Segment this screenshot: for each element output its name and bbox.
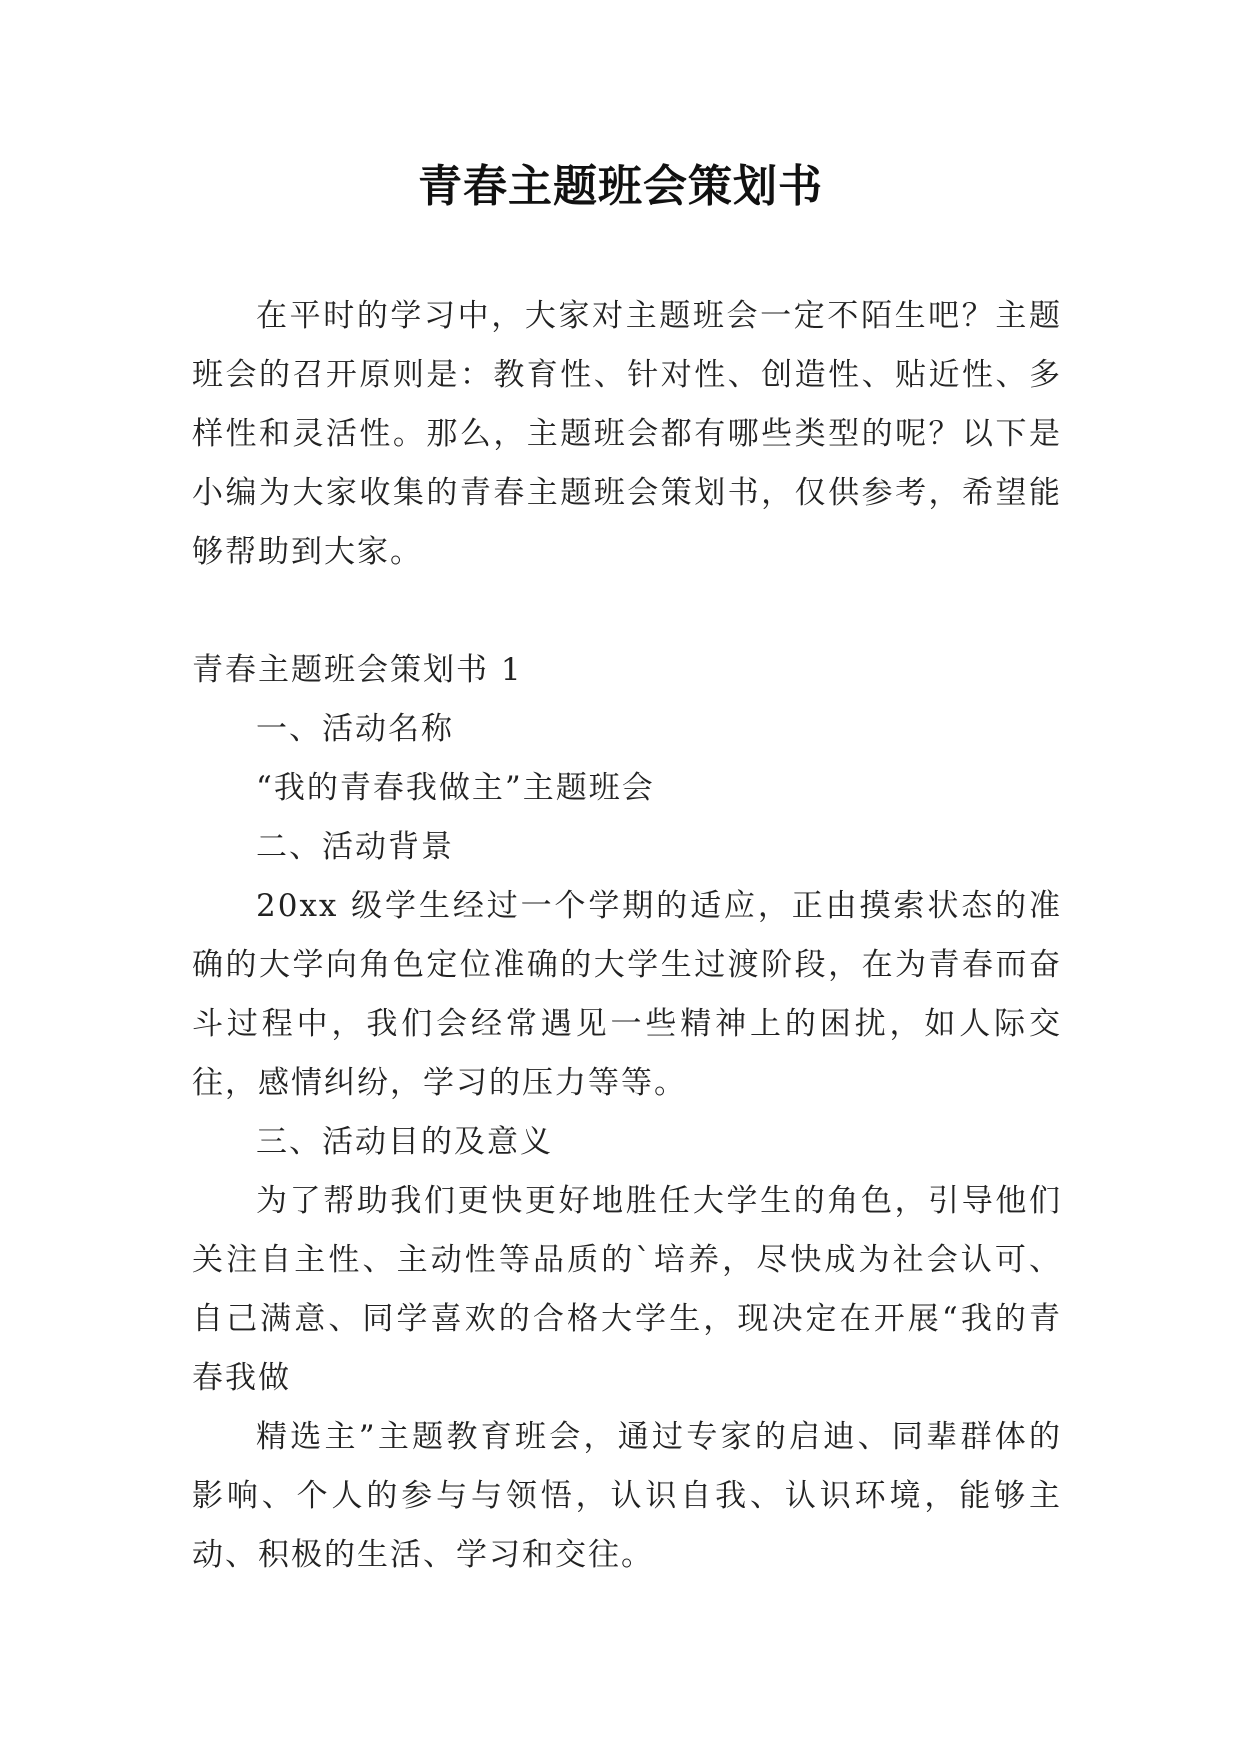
- item-text-4: 精选主”主题教育班会，通过专家的启迪、同辈群体的影响、个人的参与与领悟，认识自我、认识环境，能够主动、积极的生活、学习和交往。: [192, 1419, 1062, 1573]
- item-text-2: 20xx 级学生经过一个学期的适应，正由摸索状态的准确的大学向角色定位准确的大学生过渡阶段，在为青春而奋斗过程中，我们会经常遇见一些精神上的困扰，如人际交往，感情纠纷，学习的压力等等。: [192, 888, 1062, 1101]
- intro-paragraph: 在平时的学习中，大家对主题班会一定不陌生吧？主题班会的召开原则是：教育性、针对性、创造性、贴近性、多样性和灵活性。那么，主题班会都有哪些类型的呢？以下是小编为大家收集的青春主题班会策划书，仅供参考，希望能够帮助到大家。: [192, 298, 1062, 570]
- item-text-3: 为了帮助我们更快更好地胜任大学生的角色，引导他们关注自主性、主动性等品质的`培养，尽快成为社会认可、自己满意、同学喜欢的合格大学生，现决定在开展“我的青春我做: [192, 1183, 1062, 1396]
- section-title: 青春主题班会策划书 1: [192, 652, 523, 688]
- spacer: [192, 582, 1062, 641]
- document-body: [192, 287, 1062, 1585]
- item-heading-1: 一、活动名称: [256, 711, 454, 747]
- document-title: 青春主题班会策划书: [418, 161, 823, 212]
- item-heading-2: 二、活动背景: [256, 829, 454, 865]
- item-text-1: “我的青春我做主”主题班会: [256, 770, 655, 806]
- item-heading-3: 三、活动目的及意义: [256, 1124, 553, 1160]
